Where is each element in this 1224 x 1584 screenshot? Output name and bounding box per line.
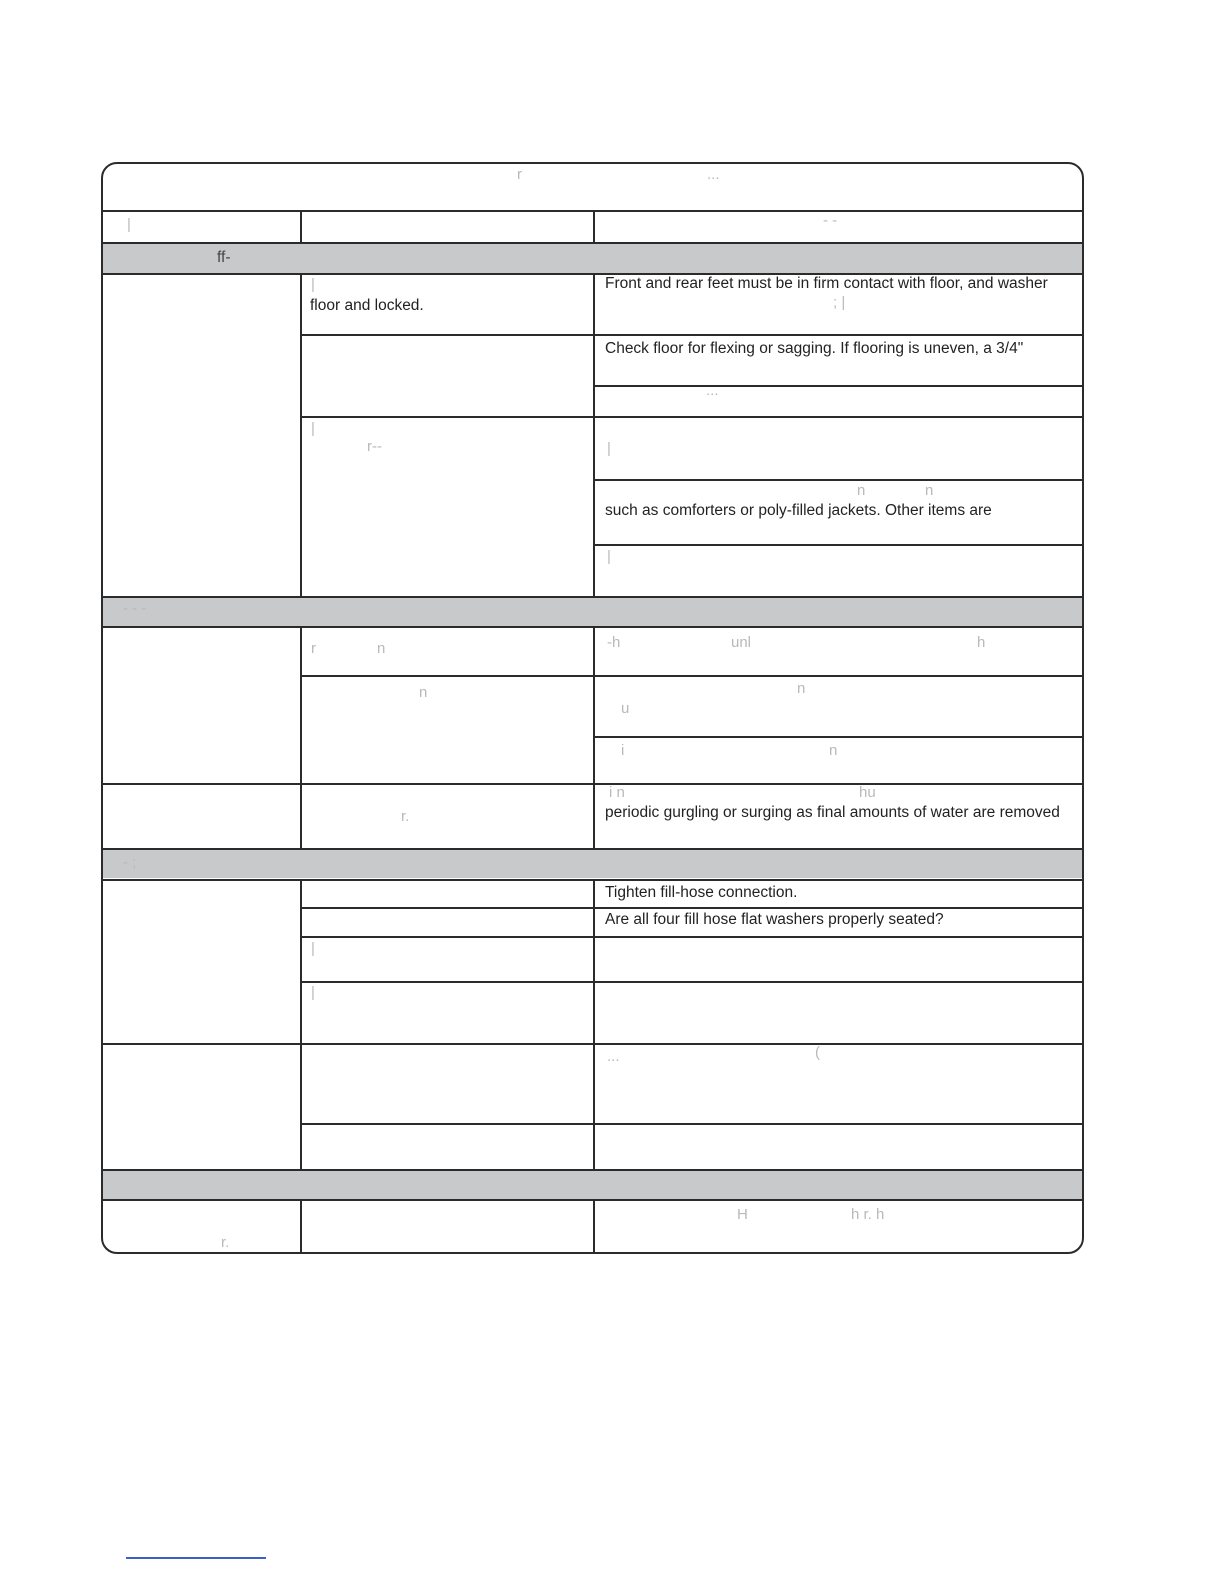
faint-mark: unl — [731, 634, 752, 651]
footer-link-underline — [126, 1557, 266, 1559]
section-band-4 — [103, 1169, 1084, 1199]
cause-text: floor and locked. — [310, 297, 424, 314]
faint-mark: ... — [607, 1048, 620, 1065]
solution-text: such as comforters or poly-filled jackets. Other items are — [605, 502, 992, 519]
faint-mark: r — [517, 166, 522, 183]
divider — [301, 675, 1084, 677]
faint-mark: r — [311, 640, 316, 657]
faint-mark: ; | — [833, 294, 846, 311]
faint-mark: | — [311, 420, 315, 437]
faint-mark: r. — [221, 1234, 230, 1251]
faint-mark: | — [311, 984, 315, 1001]
noise-section-label: ff- — [217, 249, 231, 266]
faint-mark: h r. h — [851, 1206, 885, 1223]
faint-mark: n — [377, 640, 386, 657]
section-band-3 — [103, 848, 1084, 878]
troubleshooting-table — [101, 162, 1084, 1254]
faint-mark: n — [797, 680, 806, 697]
divider — [594, 385, 1084, 387]
divider — [301, 936, 1084, 938]
divider — [301, 1123, 1084, 1125]
solution-text: Front and rear feet must be in firm contact with floor, and washer — [605, 275, 1048, 292]
faint-mark: i — [621, 742, 625, 759]
faint-mark: | — [311, 940, 315, 957]
faint-mark: | — [311, 276, 315, 293]
faint-mark: ( — [815, 1044, 820, 1061]
faint-mark: ... — [707, 166, 720, 183]
solution-text: Tighten fill-hose connection. — [605, 884, 798, 901]
faint-mark: - ; — [123, 854, 137, 871]
faint-mark: h — [977, 634, 986, 651]
section-band-2 — [103, 597, 1084, 626]
column-divider — [593, 879, 595, 1170]
faint-mark: | — [127, 216, 131, 233]
section-band-noise — [103, 243, 1084, 273]
column-divider — [300, 1199, 302, 1254]
column-divider — [593, 210, 595, 243]
faint-mark: - - — [823, 212, 838, 229]
column-divider — [593, 626, 595, 849]
faint-mark: n — [857, 482, 866, 499]
faint-mark: r. — [401, 808, 410, 825]
faint-mark: i n — [609, 784, 625, 801]
solution-text: periodic gurgling or surging as final amounts of water are removed — [605, 804, 1060, 821]
column-divider — [300, 879, 302, 1170]
faint-mark: | — [607, 440, 611, 457]
divider — [301, 981, 1084, 983]
column-divider — [593, 1199, 595, 1254]
solution-text: Are all four fill hose flat washers properly seated? — [605, 911, 944, 928]
divider — [594, 479, 1084, 481]
divider — [301, 334, 1084, 336]
faint-mark: n — [925, 482, 934, 499]
column-divider — [593, 273, 595, 597]
solution-text: Check floor for flexing or sagging. If flooring is uneven, a 3/4" — [605, 340, 1024, 357]
faint-mark: hu — [859, 784, 876, 801]
faint-mark: ... — [706, 382, 719, 399]
faint-mark: u — [621, 700, 630, 717]
faint-mark: n — [419, 684, 428, 701]
divider — [301, 416, 1084, 418]
faint-mark: | — [607, 548, 611, 565]
faint-mark: n — [829, 742, 838, 759]
divider — [594, 736, 1084, 738]
column-divider — [300, 210, 302, 243]
column-divider — [300, 273, 302, 597]
faint-mark: H — [737, 1206, 748, 1223]
faint-mark: r-- — [367, 438, 382, 455]
faint-mark: -h — [607, 634, 621, 651]
divider — [594, 544, 1084, 546]
faint-mark: - - - — [123, 600, 147, 617]
column-divider — [300, 626, 302, 849]
